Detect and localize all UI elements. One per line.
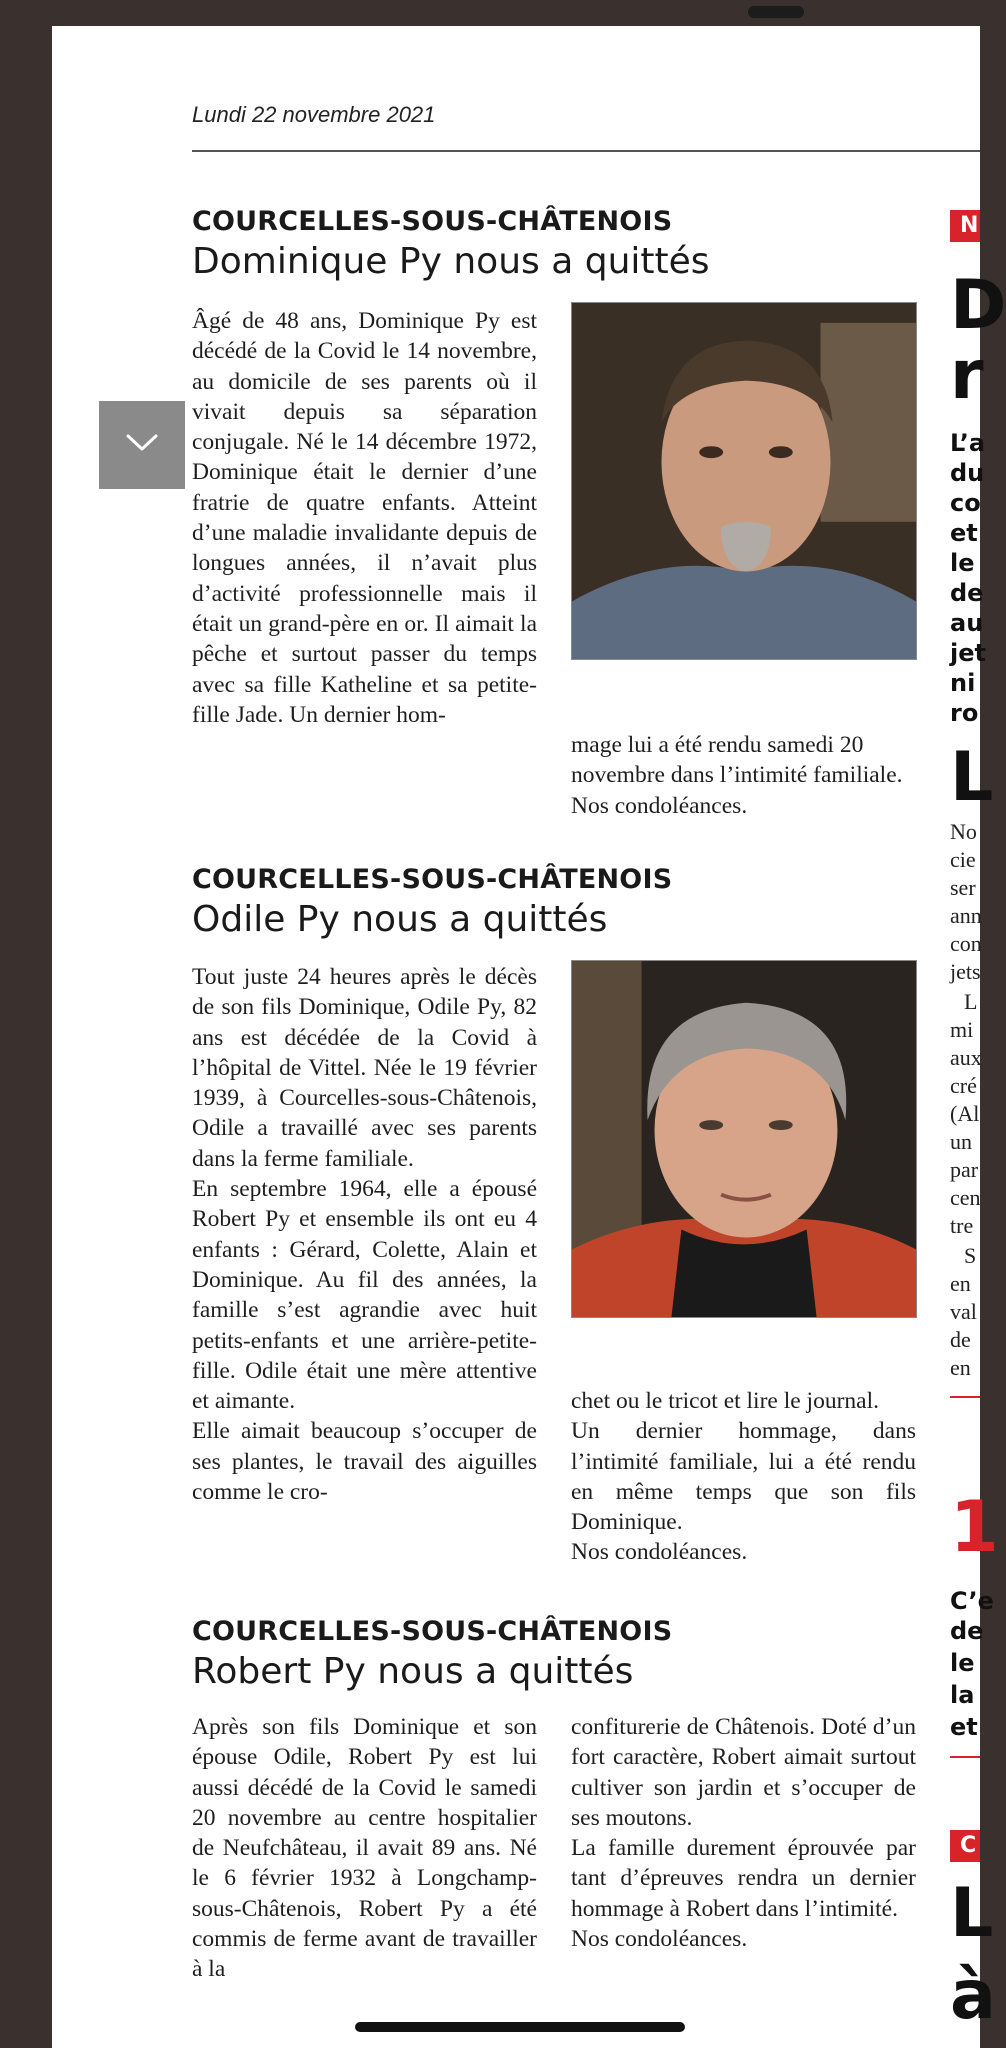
header-rule bbox=[192, 150, 980, 152]
adjacent-lede-line: au bbox=[950, 609, 984, 637]
adjacent-headline-fragment: D bbox=[950, 266, 1006, 345]
article-paragraph: En septembre 1964, elle a épousé Robert Py et ensemble ils ont eu 4 enfants : Gérard, Colette, Alain et Dominique. Au fil des années, la famille s’est agrandie avec huit petits-enfants et une arrière-petite-fille. Odile était une mère attentive et aimante. bbox=[192, 1176, 537, 1415]
adjacent-text-line: jets bbox=[950, 959, 981, 984]
adjacent-text-line: (Al bbox=[950, 1101, 980, 1126]
camera-notch bbox=[748, 6, 804, 18]
adjacent-lede-line: du bbox=[950, 459, 985, 487]
condolences: Nos condoléances. bbox=[571, 792, 748, 819]
section-tag: N bbox=[950, 210, 980, 242]
adjacent-text-line: en bbox=[950, 1355, 971, 1380]
adjacent-text-line: con bbox=[950, 931, 982, 956]
adjacent-lede-line: C’e bbox=[950, 1587, 994, 1615]
adjacent-text-line: par bbox=[950, 1157, 979, 1182]
article-body: Âgé de 48 ans, Dominique Py est décédé de la Covid le 14 novembre, au domicile de ses parents où il vivait depuis sa séparation conjugale. Né le 14 décembre 1972, Dominique était le dernier d’une fratrie de quatre enfants. Atteint d’une maladie invalidante depuis de longues années, il n’avait plus d’activité professionnelle mais il était un grand-père en or. Il aimait la pêche et surtout passer du temps avec sa fille Katheline et sa petite-fille Jade. Un dernier hom- bbox=[192, 308, 537, 728]
adjacent-text-line: ann bbox=[950, 903, 982, 928]
adjacent-headline-fragment: à bbox=[950, 1956, 996, 2035]
section-divider bbox=[950, 1396, 980, 1398]
section-divider bbox=[950, 1756, 980, 1758]
article-kicker: COURCELLES-SOUS-CHÂTENOIS bbox=[192, 206, 673, 237]
edition-date: Lundi 22 novembre 2021 bbox=[192, 102, 436, 127]
adjacent-text-line: aux bbox=[950, 1045, 982, 1070]
article-column-right bbox=[571, 730, 916, 821]
article-column-left bbox=[192, 962, 537, 1507]
adjacent-lede-line: le bbox=[950, 1649, 975, 1677]
adjacent-text-line: No bbox=[950, 819, 977, 844]
section-tag: C bbox=[950, 1830, 980, 1862]
adjacent-lede-line: le bbox=[950, 549, 975, 577]
article-kicker: COURCELLES-SOUS-CHÂTENOIS bbox=[192, 864, 673, 895]
adjacent-text-line: S bbox=[964, 1243, 977, 1268]
adjacent-lede-line: de bbox=[950, 1617, 984, 1645]
article-column-right bbox=[571, 1712, 916, 1954]
article-headline: Robert Py nous a quittés bbox=[192, 1651, 634, 1692]
adjacent-text-line: un bbox=[950, 1129, 972, 1154]
article-kicker: COURCELLES-SOUS-CHÂTENOIS bbox=[192, 1616, 673, 1647]
adjacent-lede-line: ro bbox=[950, 699, 979, 727]
article-body: Après son fils Dominique et son épouse Odile, Robert Py est lui aussi décédé de la Covid le samedi 20 novembre au centre hospitalier de Neufchâteau, il avait 89 ans. Né le 6 février 1932 à Longchamp-sous-Châtenois, Robert Py a été commis de ferme avant de travailler à la bbox=[192, 1714, 537, 1983]
article-paragraph: Tout juste 24 heures après le décès de son fils Dominique, Odile Py, 82 ans est décédée de la Covid à l’hôpital de Vittel. Née le 19 février 1939, à Courcelles-sous-Châtenois, Odile a travaillé avec ses parents dans la ferme familiale. bbox=[192, 964, 537, 1172]
collapse-toggle-button[interactable] bbox=[99, 401, 185, 489]
adjacent-text-line: L bbox=[964, 989, 978, 1014]
article-dominique bbox=[192, 206, 920, 282]
adjacent-lede-line: la bbox=[950, 1681, 975, 1709]
adjacent-lede-line: ni bbox=[950, 669, 976, 697]
adjacent-lede-line: co bbox=[950, 489, 981, 517]
adjacent-red-numeral: 1 bbox=[950, 1486, 999, 1568]
adjacent-lede-line: L’a bbox=[950, 429, 986, 457]
adjacent-text-line: en bbox=[950, 1271, 971, 1296]
article-odile bbox=[192, 864, 920, 940]
condolences: Nos condoléances. bbox=[571, 1926, 748, 1953]
adjacent-article-clipped bbox=[950, 26, 1006, 2035]
device-frame-top bbox=[0, 0, 980, 24]
chevron-down-icon bbox=[125, 433, 159, 458]
adjacent-text-line: cré bbox=[950, 1073, 977, 1098]
adjacent-lede-line: de bbox=[950, 579, 984, 607]
portrait-odile bbox=[571, 960, 917, 1318]
article-column-left bbox=[192, 306, 537, 730]
article-paragraph: confiturerie de Châtenois. Doté d’un fort caractère, Robert aimait surtout cultiver son jardin et s’occuper de ses moutons. bbox=[571, 1714, 916, 1831]
article-paragraph: chet ou le tricot et lire le journal. bbox=[571, 1388, 879, 1414]
article-column-left bbox=[192, 1712, 537, 1985]
article-headline: Odile Py nous a quittés bbox=[192, 899, 608, 940]
article-paragraph: Un dernier hommage, dans l’intimité familiale, lui a été rendu en même temps que son fils Dominique. bbox=[571, 1418, 916, 1536]
portrait-dominique bbox=[571, 302, 917, 660]
adjacent-lede-line: et bbox=[950, 519, 978, 547]
adjacent-dropcap: L bbox=[950, 738, 994, 817]
adjacent-headline-fragment: L bbox=[950, 1874, 994, 1953]
newspaper-page bbox=[52, 26, 1006, 2048]
article-headline: Dominique Py nous a quittés bbox=[192, 241, 710, 282]
adjacent-text-line: cen bbox=[950, 1185, 981, 1210]
adjacent-lede-line: jet bbox=[950, 639, 986, 667]
adjacent-text-line: de bbox=[950, 1327, 971, 1352]
adjacent-headline-fragment: r bbox=[950, 336, 984, 415]
adjacent-lede-line: et bbox=[950, 1713, 978, 1741]
article-column-right bbox=[571, 1386, 916, 1568]
adjacent-text-line: mi bbox=[950, 1017, 974, 1042]
article-paragraph: La famille durement éprouvée par tant d’épreuves rendra un dernier hommage à Robert dans l’intimité. bbox=[571, 1835, 916, 1922]
article-body-continued: mage lui a été rendu samedi 20 novembre dans l’intimité familiale. bbox=[571, 732, 903, 789]
article-robert bbox=[192, 1616, 920, 1692]
home-indicator[interactable] bbox=[355, 2022, 685, 2032]
adjacent-text-line: val bbox=[950, 1299, 977, 1324]
article-paragraph: Elle aimait beaucoup s’occuper de ses plantes, le travail des aiguilles comme le cro- bbox=[192, 1418, 537, 1506]
adjacent-text-line: ser bbox=[950, 875, 976, 900]
adjacent-text-line: tre bbox=[950, 1213, 974, 1238]
adjacent-text-line: cie bbox=[950, 847, 976, 872]
condolences: Nos condoléances. bbox=[571, 1539, 748, 1566]
